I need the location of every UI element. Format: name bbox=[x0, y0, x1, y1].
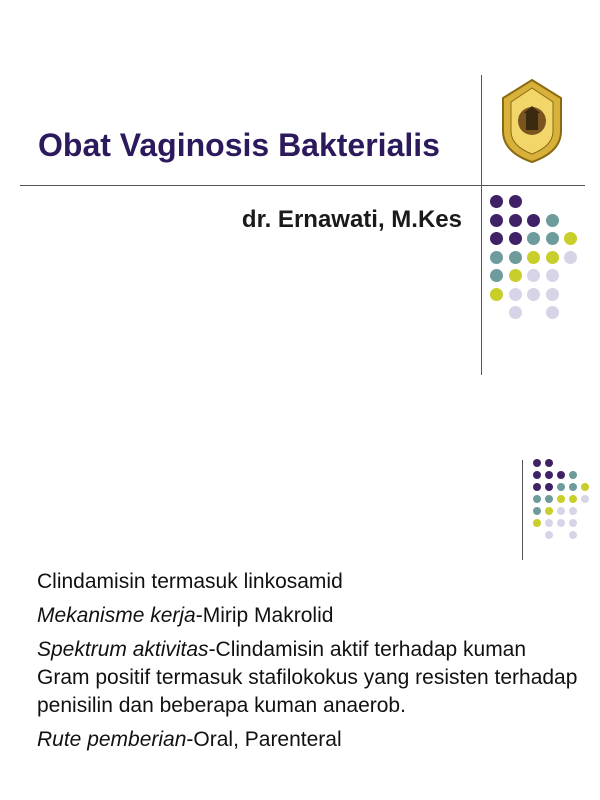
decorative-dot bbox=[569, 519, 577, 527]
decorative-dot bbox=[546, 306, 559, 319]
decorative-dot bbox=[490, 269, 503, 282]
decorative-dot bbox=[533, 519, 541, 527]
decorative-dot bbox=[557, 483, 565, 491]
decorative-dot bbox=[509, 288, 522, 301]
decorative-dot bbox=[569, 471, 577, 479]
decorative-dot bbox=[545, 531, 553, 539]
decorative-dot bbox=[545, 495, 553, 503]
decorative-dot bbox=[527, 288, 540, 301]
decorative-dot bbox=[490, 251, 503, 264]
decorative-dot bbox=[569, 531, 577, 539]
decorative-dot bbox=[546, 288, 559, 301]
decorative-dot bbox=[564, 232, 577, 245]
decorative-dot bbox=[533, 495, 541, 503]
decorative-dot bbox=[545, 459, 553, 467]
decorative-dot bbox=[557, 471, 565, 479]
decorative-dot bbox=[545, 471, 553, 479]
decorative-dot bbox=[545, 519, 553, 527]
decorative-dot bbox=[557, 519, 565, 527]
decorative-dot bbox=[490, 214, 503, 227]
decorative-dot bbox=[490, 288, 503, 301]
decorative-dot bbox=[527, 214, 540, 227]
decorative-dot bbox=[527, 251, 540, 264]
decorative-dot bbox=[533, 507, 541, 515]
decorative-dot bbox=[509, 214, 522, 227]
decorative-dot bbox=[533, 483, 541, 491]
decorative-dot bbox=[569, 507, 577, 515]
decorative-dot bbox=[509, 251, 522, 264]
decorative-dot bbox=[509, 269, 522, 282]
decorative-dot bbox=[545, 483, 553, 491]
decorative-dot bbox=[546, 232, 559, 245]
decorative-dot bbox=[490, 232, 503, 245]
decorative-dot bbox=[545, 507, 553, 515]
decorative-dot bbox=[490, 195, 503, 208]
decorative-dot bbox=[546, 269, 559, 282]
horizontal-divider bbox=[20, 185, 585, 186]
decorative-dot bbox=[557, 495, 565, 503]
vertical-divider-small bbox=[522, 460, 523, 560]
body-line-2: Mekanisme kerja-Mirip Makrolid bbox=[37, 603, 334, 627]
decorative-dot bbox=[527, 232, 540, 245]
decorative-dot bbox=[564, 251, 577, 264]
slide-body bbox=[37, 568, 582, 760]
author-name: dr. Ernawati, M.Kes bbox=[241, 206, 462, 233]
body-line-3: Spektrum aktivitas-Clindamisin aktif terhadap kuman Gram positif termasuk stafilokokus yang resisten terhadap penisilin dan beberapa kuman anaerob. bbox=[37, 637, 578, 717]
decorative-dot bbox=[569, 483, 577, 491]
body-line-1: Clindamisin termasuk linkosamid bbox=[37, 570, 343, 593]
decorative-dot bbox=[509, 195, 522, 208]
decorative-dot bbox=[581, 495, 589, 503]
decorative-dot bbox=[546, 214, 559, 227]
decorative-dot bbox=[509, 232, 522, 245]
decorative-dot bbox=[533, 459, 541, 467]
decorative-dot bbox=[533, 471, 541, 479]
decorative-dot bbox=[546, 251, 559, 264]
decorative-dot bbox=[557, 507, 565, 515]
decorative-dot bbox=[527, 269, 540, 282]
vertical-divider bbox=[481, 75, 482, 375]
term-spektrum: Spektrum aktivitas bbox=[37, 637, 209, 661]
term-rute: Rute pemberian bbox=[37, 727, 187, 751]
decorative-dot bbox=[569, 495, 577, 503]
content-slide bbox=[0, 400, 600, 800]
decorative-dot bbox=[581, 483, 589, 491]
body-line-4: Rute pemberian-Oral, Parenteral bbox=[37, 727, 342, 751]
term-mekanisme: Mekanisme kerja bbox=[37, 603, 196, 627]
decorative-dot bbox=[509, 306, 522, 319]
university-seal-icon bbox=[497, 76, 567, 166]
slide-title: Obat Vaginosis Bakterialis bbox=[38, 127, 440, 163]
